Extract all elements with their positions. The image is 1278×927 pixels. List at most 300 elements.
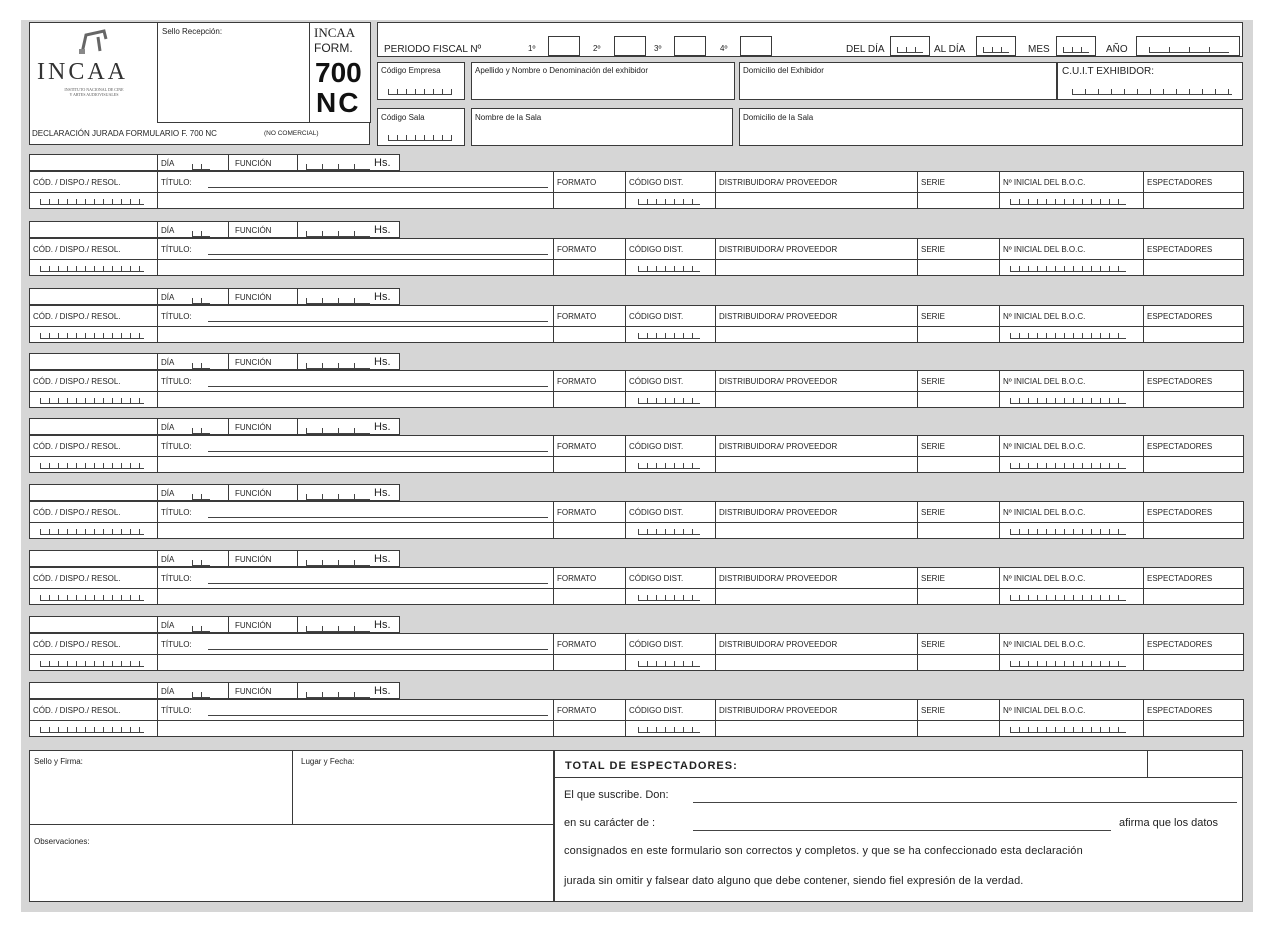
entry-8-distribuidora-label: DISTRIBUIDORA/ PROVEEDOR xyxy=(719,640,838,649)
entry-3-formato-label: FORMATO xyxy=(557,312,597,321)
entry-3-inicial-header xyxy=(999,305,1144,327)
lugar-fecha-box[interactable] xyxy=(292,750,554,825)
entry-7-formato-header xyxy=(553,567,626,589)
entry-7-inicial-header xyxy=(999,567,1144,589)
entry-8-serie-header xyxy=(917,633,1000,655)
logo-box xyxy=(29,22,158,123)
al-dia-input[interactable] xyxy=(976,36,1016,56)
apellido-field[interactable] xyxy=(471,62,735,100)
entry-3-codigo-dist-input[interactable] xyxy=(625,326,716,343)
form-nc: NC xyxy=(316,87,361,118)
entry-4-codigo-dist-input[interactable] xyxy=(625,391,716,408)
entry-5-espectadores-input[interactable] xyxy=(1143,456,1244,473)
nombre-sala-label: Nombre de la Sala xyxy=(475,113,542,122)
entry-2-codigo-dist-input[interactable] xyxy=(625,259,716,276)
entry-8-hs-label: Hs. xyxy=(374,619,391,631)
entry-5-codigo-dist-input[interactable] xyxy=(625,456,716,473)
entry-9-dia-field[interactable] xyxy=(157,682,229,699)
p3-label: 3º xyxy=(654,44,662,53)
entry-5-serie-input[interactable] xyxy=(917,456,1000,473)
entry-6-formato-input[interactable] xyxy=(553,522,626,539)
entry-3-formato-header xyxy=(553,305,626,327)
entry-8-inicial-label: Nº INICIAL DEL B.O.C. xyxy=(1003,640,1086,649)
entry-9-cod-header xyxy=(29,699,159,721)
entry-8-cod-header xyxy=(29,633,159,655)
entry-4-formato-input[interactable] xyxy=(553,391,626,408)
entry-7-cod-label: CÓD. / DISPO./ RESOL. xyxy=(33,574,121,583)
entry-1-codigo-dist-header xyxy=(625,171,716,193)
sello-recepcion-label: Sello Recepción: xyxy=(162,27,223,36)
entry-5-inicial-input[interactable] xyxy=(999,456,1144,473)
entry-8-titulo-header xyxy=(157,633,554,655)
nombre-sala-field[interactable] xyxy=(471,108,733,146)
entry-3-codigo-dist-label: CÓDIGO DIST. xyxy=(629,312,684,321)
entry-5-formato-header xyxy=(553,435,626,457)
entry-2-espectadores-label: ESPECTADORES xyxy=(1147,245,1213,254)
entry-7-cod-header xyxy=(29,567,159,589)
entry-4-hs-label: Hs. xyxy=(374,356,391,368)
entry-2-inicial-input[interactable] xyxy=(999,259,1144,276)
entry-1-titulo-input[interactable] xyxy=(157,192,554,209)
caracter-input-line[interactable] xyxy=(693,830,1111,831)
entry-5-hs-label: Hs. xyxy=(374,421,391,433)
sello-firma-label: Sello y Firma: xyxy=(34,757,83,766)
entry-9-hs-label: Hs. xyxy=(374,685,391,697)
entry-4-dia-field[interactable] xyxy=(157,353,229,370)
entry-5-blank-cell xyxy=(29,418,158,435)
entry-9-distribuidora-header xyxy=(715,699,918,721)
entry-3-dia-label: DÍA xyxy=(161,293,175,302)
entry-2-cod-input[interactable] xyxy=(29,259,159,276)
entry-6-blank-cell xyxy=(29,484,158,501)
entry-9-formato-label: FORMATO xyxy=(557,706,597,715)
entry-6-cod-header xyxy=(29,501,159,523)
entry-9-espectadores-header xyxy=(1143,699,1244,721)
entry-5-distribuidora-label: DISTRIBUIDORA/ PROVEEDOR xyxy=(719,442,838,451)
periodo-fiscal-box xyxy=(377,22,1243,57)
entry-9-hora-field[interactable] xyxy=(297,682,400,699)
entry-8-codigo-dist-input[interactable] xyxy=(625,654,716,671)
entry-3-espectadores-header xyxy=(1143,305,1244,327)
entry-8-espectadores-header xyxy=(1143,633,1244,655)
entry-4-cod-input[interactable] xyxy=(29,391,159,408)
entry-1-inicial-header xyxy=(999,171,1144,193)
entry-8-serie-input[interactable] xyxy=(917,654,1000,671)
entry-6-dia-label: DÍA xyxy=(161,489,175,498)
entry-8-funcion-label: FUNCIÓN xyxy=(235,621,272,630)
entry-6-espectadores-input[interactable] xyxy=(1143,522,1244,539)
entry-3-espectadores-label: ESPECTADORES xyxy=(1147,312,1213,321)
entry-1-inicial-label: Nº INICIAL DEL B.O.C. xyxy=(1003,178,1086,187)
del-dia-input[interactable] xyxy=(890,36,930,56)
entry-3-titulo-label: TÍTULO: xyxy=(161,312,192,321)
entry-6-codigo-dist-label: CÓDIGO DIST. xyxy=(629,508,684,517)
entry-8-distribuidora-input[interactable] xyxy=(715,654,918,671)
entry-4-serie-label: SERIE xyxy=(921,377,946,386)
entry-7-codigo-dist-input[interactable] xyxy=(625,588,716,605)
entry-1-espectadores-input[interactable] xyxy=(1143,192,1244,209)
entry-6-titulo-input[interactable] xyxy=(157,522,554,539)
sello-recepcion-box[interactable] xyxy=(157,22,310,123)
entry-2-hs-label: Hs. xyxy=(374,224,391,236)
entry-9-espectadores-label: ESPECTADORES xyxy=(1147,706,1213,715)
mes-input[interactable] xyxy=(1056,36,1096,56)
entry-8-espectadores-input[interactable] xyxy=(1143,654,1244,671)
declaracion-strip xyxy=(29,122,370,145)
entry-6-dia-field[interactable] xyxy=(157,484,229,501)
entry-1-formato-label: FORMATO xyxy=(557,178,597,187)
p3-input[interactable] xyxy=(674,36,706,56)
entry-3-serie-label: SERIE xyxy=(921,312,946,321)
entry-9-codigo-dist-input[interactable] xyxy=(625,720,716,737)
entry-8-blank-cell xyxy=(29,616,158,633)
entry-5-formato-label: FORMATO xyxy=(557,442,597,451)
domicilio-exhibidor-label: Domicilio del Exhibidor xyxy=(743,66,824,75)
entry-6-formato-header xyxy=(553,501,626,523)
p4-input[interactable] xyxy=(740,36,772,56)
p2-label: 2º xyxy=(593,44,601,53)
entry-9-serie-header xyxy=(917,699,1000,721)
entry-2-titulo-input[interactable] xyxy=(157,259,554,276)
entry-7-codigo-dist-label: CÓDIGO DIST. xyxy=(629,574,684,583)
entry-2-espectadores-input[interactable] xyxy=(1143,259,1244,276)
entry-3-cod-input[interactable] xyxy=(29,326,159,343)
entry-1-distribuidora-label: DISTRIBUIDORA/ PROVEEDOR xyxy=(719,178,838,187)
total-espectadores-label: TOTAL DE ESPECTADORES: xyxy=(565,760,738,772)
logo-subtitle-1: INSTITUTO NACIONAL DE CINE xyxy=(64,87,124,92)
entry-5-titulo-input[interactable] xyxy=(157,456,554,473)
domicilio-sala-field[interactable] xyxy=(739,108,1243,146)
entry-6-hora-field[interactable] xyxy=(297,484,400,501)
entry-4-cod-label: CÓD. / DISPO./ RESOL. xyxy=(33,377,121,386)
entry-7-hs-label: Hs. xyxy=(374,553,391,565)
entry-2-distribuidora-label: DISTRIBUIDORA/ PROVEEDOR xyxy=(719,245,838,254)
entry-9-titulo-header xyxy=(157,699,554,721)
entry-2-funcion-label: FUNCIÓN xyxy=(235,226,272,235)
entry-7-titulo-header xyxy=(157,567,554,589)
entry-1-espectadores-header xyxy=(1143,171,1244,193)
entry-3-serie-header xyxy=(917,305,1000,327)
entry-6-cod-label: CÓD. / DISPO./ RESOL. xyxy=(33,508,121,517)
observaciones-label: Observaciones: xyxy=(34,837,90,846)
entry-1-distribuidora-input[interactable] xyxy=(715,192,918,209)
entry-9-formato-header xyxy=(553,699,626,721)
entry-3-formato-input[interactable] xyxy=(553,326,626,343)
entry-7-inicial-label: Nº INICIAL DEL B.O.C. xyxy=(1003,574,1086,583)
entry-4-espectadores-label: ESPECTADORES xyxy=(1147,377,1213,386)
entry-5-serie-label: SERIE xyxy=(921,442,946,451)
entry-6-serie-input[interactable] xyxy=(917,522,1000,539)
entry-9-serie-label: SERIE xyxy=(921,706,946,715)
entry-2-serie-label: SERIE xyxy=(921,245,946,254)
entry-9-distribuidora-input[interactable] xyxy=(715,720,918,737)
entry-8-formato-input[interactable] xyxy=(553,654,626,671)
entry-4-blank-cell xyxy=(29,353,158,370)
entry-5-serie-header xyxy=(917,435,1000,457)
entry-1-inicial-input[interactable] xyxy=(999,192,1144,209)
entry-2-dia-field[interactable] xyxy=(157,221,229,238)
entry-9-funcion-field[interactable] xyxy=(228,682,298,699)
entry-8-inicial-header xyxy=(999,633,1144,655)
entry-3-titulo-input[interactable] xyxy=(157,326,554,343)
entry-3-funcion-field[interactable] xyxy=(228,288,298,305)
entry-1-serie-input[interactable] xyxy=(917,192,1000,209)
entry-2-inicial-label: Nº INICIAL DEL B.O.C. xyxy=(1003,245,1086,254)
entry-7-serie-input[interactable] xyxy=(917,588,1000,605)
entry-6-cod-input[interactable] xyxy=(29,522,159,539)
declaracion-label: DECLARACIÓN JURADA FORMULARIO F. 700 NC xyxy=(32,129,217,138)
entry-1-hs-label: Hs. xyxy=(374,157,391,169)
codigo-sala-field[interactable] xyxy=(377,108,465,146)
entry-5-dia-label: DÍA xyxy=(161,423,175,432)
entry-7-dia-field[interactable] xyxy=(157,550,229,567)
entry-1-blank-cell xyxy=(29,154,158,171)
entry-5-dia-field[interactable] xyxy=(157,418,229,435)
entry-9-cod-input[interactable] xyxy=(29,720,159,737)
lugar-fecha-label: Lugar y Fecha: xyxy=(301,757,355,766)
entry-3-funcion-label: FUNCIÓN xyxy=(235,293,272,302)
entry-1-codigo-dist-label: CÓDIGO DIST. xyxy=(629,178,684,187)
entry-6-inicial-header xyxy=(999,501,1144,523)
entry-1-serie-label: SERIE xyxy=(921,178,946,187)
entry-2-cod-header xyxy=(29,238,159,260)
del-dia-label: DEL DÍA xyxy=(846,44,885,55)
entry-4-serie-header xyxy=(917,370,1000,392)
caracter-label: en su carácter de : xyxy=(564,817,656,829)
entry-4-distribuidora-label: DISTRIBUIDORA/ PROVEEDOR xyxy=(719,377,838,386)
entry-1-dia-field[interactable] xyxy=(157,154,229,171)
entry-4-titulo-input[interactable] xyxy=(157,391,554,408)
entry-1-hora-field[interactable] xyxy=(297,154,400,171)
entry-1-codigo-dist-input[interactable] xyxy=(625,192,716,209)
entry-2-dia-label: DÍA xyxy=(161,226,175,235)
entry-7-formato-input[interactable] xyxy=(553,588,626,605)
entry-3-hora-field[interactable] xyxy=(297,288,400,305)
entry-9-formato-input[interactable] xyxy=(553,720,626,737)
entry-9-inicial-label: Nº INICIAL DEL B.O.C. xyxy=(1003,706,1086,715)
sello-firma-box[interactable] xyxy=(29,750,293,825)
entry-7-blank-cell xyxy=(29,550,158,567)
entry-2-hora-field[interactable] xyxy=(297,221,400,238)
entry-6-codigo-dist-input[interactable] xyxy=(625,522,716,539)
entry-6-codigo-dist-header xyxy=(625,501,716,523)
entry-5-formato-input[interactable] xyxy=(553,456,626,473)
entry-2-espectadores-header xyxy=(1143,238,1244,260)
entry-4-cod-header xyxy=(29,370,159,392)
entry-3-titulo-header xyxy=(157,305,554,327)
form-code-box xyxy=(309,22,371,123)
entry-5-cod-label: CÓD. / DISPO./ RESOL. xyxy=(33,442,121,451)
entry-5-distribuidora-header xyxy=(715,435,918,457)
entry-2-distribuidora-input[interactable] xyxy=(715,259,918,276)
entry-9-inicial-input[interactable] xyxy=(999,720,1144,737)
suscribe-input-line[interactable] xyxy=(693,802,1237,803)
logo-subtitle-2: Y ARTES AUDIOVISUALES xyxy=(69,92,119,97)
entry-2-cod-label: CÓD. / DISPO./ RESOL. xyxy=(33,245,121,254)
entry-3-distribuidora-header xyxy=(715,305,918,327)
entry-7-formato-label: FORMATO xyxy=(557,574,597,583)
entry-7-funcion-label: FUNCIÓN xyxy=(235,555,272,564)
entry-7-serie-label: SERIE xyxy=(921,574,946,583)
entry-3-serie-input[interactable] xyxy=(917,326,1000,343)
entry-8-codigo-dist-label: CÓDIGO DIST. xyxy=(629,640,684,649)
entry-4-distribuidora-header xyxy=(715,370,918,392)
entry-5-titulo-header xyxy=(157,435,554,457)
entry-7-titulo-label: TÍTULO: xyxy=(161,574,192,583)
cuit-label: C.U.I.T EXHIBIDOR: xyxy=(1062,66,1155,77)
entry-5-inicial-label: Nº INICIAL DEL B.O.C. xyxy=(1003,442,1086,451)
entry-5-funcion-field[interactable] xyxy=(228,418,298,435)
entry-5-inicial-header xyxy=(999,435,1144,457)
entry-8-cod-input[interactable] xyxy=(29,654,159,671)
entry-3-blank-cell xyxy=(29,288,158,305)
entry-4-formato-label: FORMATO xyxy=(557,377,597,386)
entry-7-distribuidora-input[interactable] xyxy=(715,588,918,605)
entry-7-hora-field[interactable] xyxy=(297,550,400,567)
apellido-label: Apellido y Nombre o Denominación del exhibidor xyxy=(475,66,648,75)
entry-6-distribuidora-input[interactable] xyxy=(715,522,918,539)
entry-2-formato-header xyxy=(553,238,626,260)
entry-1-funcion-field[interactable] xyxy=(228,154,298,171)
entry-6-espectadores-header xyxy=(1143,501,1244,523)
entry-8-formato-header xyxy=(553,633,626,655)
entry-8-codigo-dist-header xyxy=(625,633,716,655)
entry-5-cod-input[interactable] xyxy=(29,456,159,473)
entry-2-titulo-header xyxy=(157,238,554,260)
form-700-nc xyxy=(21,20,1253,912)
entry-8-espectadores-label: ESPECTADORES xyxy=(1147,640,1213,649)
entry-3-distribuidora-label: DISTRIBUIDORA/ PROVEEDOR xyxy=(719,312,838,321)
entry-6-inicial-input[interactable] xyxy=(999,522,1144,539)
entry-6-formato-label: FORMATO xyxy=(557,508,597,517)
entry-8-titulo-input[interactable] xyxy=(157,654,554,671)
entry-8-formato-label: FORMATO xyxy=(557,640,597,649)
suscribe-label: El que suscribe. Don: xyxy=(564,789,669,801)
entry-6-distribuidora-header xyxy=(715,501,918,523)
entry-4-distribuidora-input[interactable] xyxy=(715,391,918,408)
entry-8-hora-field[interactable] xyxy=(297,616,400,633)
entry-6-distribuidora-label: DISTRIBUIDORA/ PROVEEDOR xyxy=(719,508,838,517)
anio-input[interactable] xyxy=(1136,36,1240,56)
entry-9-distribuidora-label: DISTRIBUIDORA/ PROVEEDOR xyxy=(719,706,838,715)
entry-7-distribuidora-label: DISTRIBUIDORA/ PROVEEDOR xyxy=(719,574,838,583)
entry-5-hora-field[interactable] xyxy=(297,418,400,435)
entry-4-codigo-dist-header xyxy=(625,370,716,392)
entry-3-inicial-input[interactable] xyxy=(999,326,1144,343)
codigo-empresa-field[interactable] xyxy=(377,62,465,100)
observaciones-box[interactable] xyxy=(29,824,554,902)
entry-1-cod-header xyxy=(29,171,159,193)
entry-2-formato-input[interactable] xyxy=(553,259,626,276)
entry-9-titulo-label: TÍTULO: xyxy=(161,706,192,715)
incaa-label: INCAA xyxy=(314,25,356,40)
entry-7-funcion-field[interactable] xyxy=(228,550,298,567)
entry-1-serie-header xyxy=(917,171,1000,193)
entry-4-serie-input[interactable] xyxy=(917,391,1000,408)
domicilio-exhibidor-field[interactable] xyxy=(739,62,1057,100)
entry-6-titulo-label: TÍTULO: xyxy=(161,508,192,517)
entry-4-formato-header xyxy=(553,370,626,392)
logo-title: INCAA xyxy=(37,59,128,85)
entry-4-funcion-field[interactable] xyxy=(228,353,298,370)
entry-5-distribuidora-input[interactable] xyxy=(715,456,918,473)
entry-2-codigo-dist-label: CÓDIGO DIST. xyxy=(629,245,684,254)
total-espectadores-input[interactable] xyxy=(1148,751,1242,777)
entry-3-distribuidora-input[interactable] xyxy=(715,326,918,343)
entry-7-espectadores-input[interactable] xyxy=(1143,588,1244,605)
p1-label: 1º xyxy=(528,44,536,53)
entry-3-dia-field[interactable] xyxy=(157,288,229,305)
afirma-label: afirma que los datos xyxy=(1119,817,1219,829)
entry-9-cod-label: CÓD. / DISPO./ RESOL. xyxy=(33,706,121,715)
entry-7-cod-input[interactable] xyxy=(29,588,159,605)
entry-2-serie-header xyxy=(917,238,1000,260)
declaracion-box xyxy=(554,750,1243,902)
entry-4-titulo-label: TÍTULO: xyxy=(161,377,192,386)
entry-5-funcion-label: FUNCIÓN xyxy=(235,423,272,432)
entry-2-serie-input[interactable] xyxy=(917,259,1000,276)
entry-1-espectadores-label: ESPECTADORES xyxy=(1147,178,1213,187)
codigo-sala-label: Código Sala xyxy=(381,113,425,122)
entry-8-dia-field[interactable] xyxy=(157,616,229,633)
entry-7-titulo-input[interactable] xyxy=(157,588,554,605)
entry-9-serie-input[interactable] xyxy=(917,720,1000,737)
entry-7-inicial-input[interactable] xyxy=(999,588,1144,605)
periodo-label: PERIODO FISCAL Nº xyxy=(384,44,482,55)
entry-6-inicial-label: Nº INICIAL DEL B.O.C. xyxy=(1003,508,1086,517)
anio-label: AÑO xyxy=(1106,44,1128,55)
entry-7-distribuidora-header xyxy=(715,567,918,589)
entry-6-funcion-field[interactable] xyxy=(228,484,298,501)
entry-6-serie-header xyxy=(917,501,1000,523)
entry-3-cod-header xyxy=(29,305,159,327)
entry-3-espectadores-input[interactable] xyxy=(1143,326,1244,343)
entry-9-dia-label: DÍA xyxy=(161,687,175,696)
entry-4-hora-field[interactable] xyxy=(297,353,400,370)
entry-1-formato-input[interactable] xyxy=(553,192,626,209)
entry-8-funcion-field[interactable] xyxy=(228,616,298,633)
p2-input[interactable] xyxy=(614,36,646,56)
entry-8-cod-label: CÓD. / DISPO./ RESOL. xyxy=(33,640,121,649)
entry-9-codigo-dist-header xyxy=(625,699,716,721)
entry-2-distribuidora-header xyxy=(715,238,918,260)
cuit-field[interactable] xyxy=(1057,62,1243,100)
entry-4-espectadores-input[interactable] xyxy=(1143,391,1244,408)
entry-6-titulo-header xyxy=(157,501,554,523)
entry-4-inicial-input[interactable] xyxy=(999,391,1144,408)
entry-2-titulo-label: TÍTULO: xyxy=(161,245,192,254)
p1-input[interactable] xyxy=(548,36,580,56)
entry-9-espectadores-input[interactable] xyxy=(1143,720,1244,737)
entry-1-cod-input[interactable] xyxy=(29,192,159,209)
entry-2-funcion-field[interactable] xyxy=(228,221,298,238)
entry-1-dia-label: DÍA xyxy=(161,159,175,168)
entry-2-blank-cell xyxy=(29,221,158,238)
entry-4-dia-label: DÍA xyxy=(161,358,175,367)
entry-5-codigo-dist-label: CÓDIGO DIST. xyxy=(629,442,684,451)
entry-1-distribuidora-header xyxy=(715,171,918,193)
entry-3-hs-label: Hs. xyxy=(374,291,391,303)
entry-9-titulo-input[interactable] xyxy=(157,720,554,737)
declaracion-suffix: (NO COMERCIAL) xyxy=(264,130,319,137)
entry-2-inicial-header xyxy=(999,238,1144,260)
entry-8-inicial-input[interactable] xyxy=(999,654,1144,671)
entry-1-titulo-header xyxy=(157,171,554,193)
form-number: 700 xyxy=(315,57,362,88)
entry-1-formato-header xyxy=(553,171,626,193)
entry-6-serie-label: SERIE xyxy=(921,508,946,517)
entry-2-formato-label: FORMATO xyxy=(557,245,597,254)
